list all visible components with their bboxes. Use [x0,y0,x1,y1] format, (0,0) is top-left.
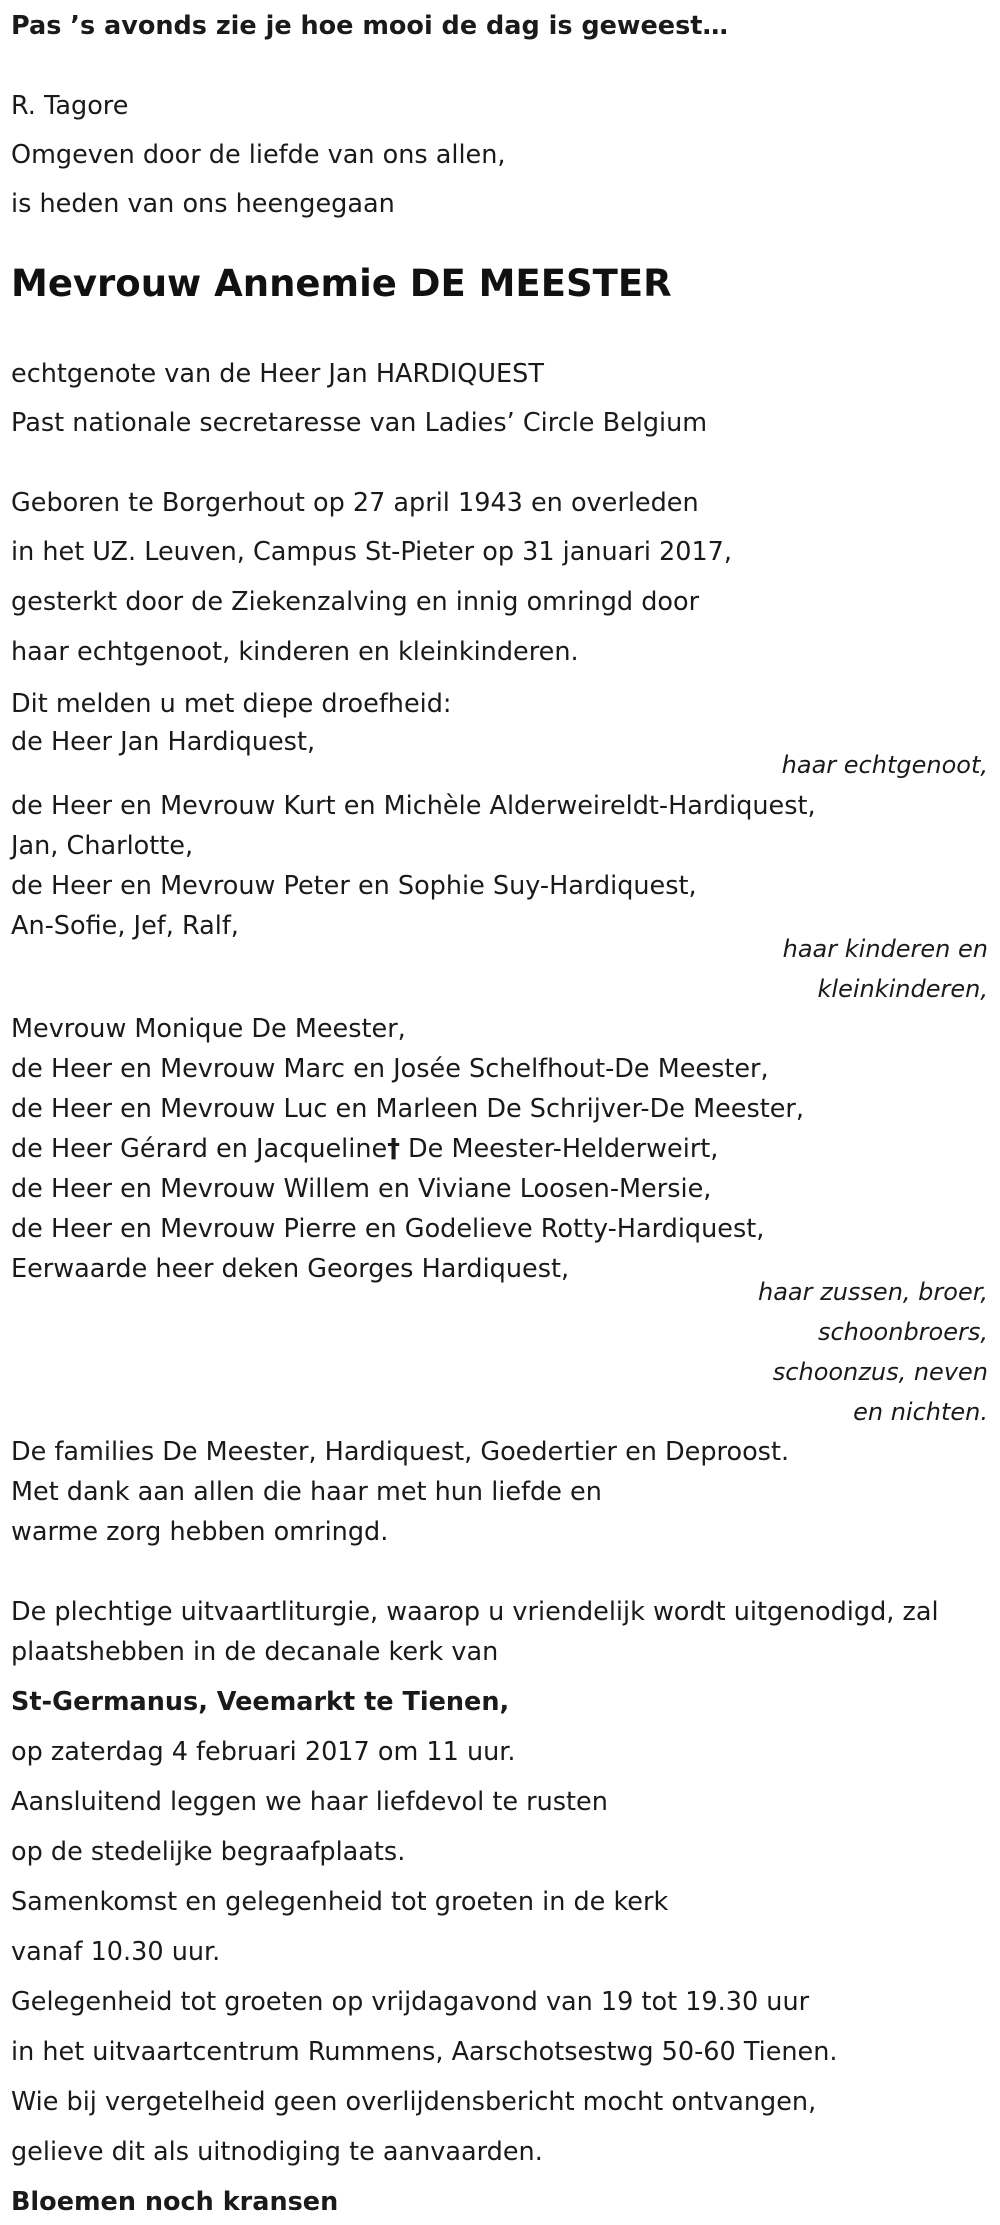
siblings-role: schoonzus, neven [772,1358,988,1386]
family-sibling-line-gerard [11,1133,718,1165]
family-sibling-line: Eerwaarde heer deken Georges Hardiquest, [11,1254,570,1284]
funeral-detail-line: in het uitvaartcentrum Rummens, Aarschotsestwg 50-60 Tienen. [11,2037,838,2067]
family-sibling-line: de Heer en Mevrouw Luc en Marleen De Schrijver-De Meester, [11,1094,805,1124]
announcement: Dit melden u met diepe droefheid: [11,689,452,719]
families-line: De families De Meester, Hardiquest, Goedertier en Deproost. [11,1437,790,1467]
deceased-name: Mevrouw Annemie DE MEESTER [11,262,672,305]
family-spouse: de Heer Jan Hardiquest, [11,727,316,757]
thanks-line: warme zorg hebben omringd. [11,1517,389,1547]
family-child-line: Jan, Charlotte, [11,831,194,861]
sibling-gerard-name: de Heer Gérard en Jacqueline [11,1134,388,1164]
intro-line: is heden van ons heengegaan [11,189,395,219]
family-sibling-line: de Heer en Mevrouw Marc en Josée Schelfhout-De Meester, [11,1054,769,1084]
birth-death-line: haar echtgenoot, kinderen en kleinkinderen. [11,637,579,667]
spouse-role: haar echtgenoot, [781,751,988,779]
funeral-detail-line: Samenkomst en gelegenheid tot groeten in de kerk [11,1887,669,1917]
spouse-line: echtgenote van de Heer Jan HARDIQUEST [11,359,544,389]
children-role: kleinkinderen, [817,975,988,1003]
family-child-line: An-Sofie, Jef, Ralf, [11,911,239,941]
title-line: Past nationale secretaresse van Ladies’ Circle Belgium [11,408,708,438]
funeral-intro-line: plaatshebben in de decanale kerk van [11,1637,499,1667]
children-role: haar kinderen en [782,935,988,963]
funeral-intro-line: De plechtige uitvaartliturgie, waarop u vriendelijk wordt uitgenodigd, zal [11,1597,939,1627]
family-child-line: de Heer en Mevrouw Kurt en Michèle Alderweireldt-Hardiquest, [11,791,816,821]
siblings-role: schoonbroers, [817,1318,988,1346]
birth-death-line: gesterkt door de Ziekenzalving en innig omringd door [11,587,700,617]
family-sibling-line: de Heer en Mevrouw Pierre en Godelieve Rotty-Hardiquest, [11,1214,765,1244]
funeral-detail-line: Aansluitend leggen we haar liefdevol te rusten [11,1787,608,1817]
quote-author: R. Tagore [11,91,129,121]
closing-note: Bloemen noch kransen [11,2187,339,2217]
family-child-line: de Heer en Mevrouw Peter en Sophie Suy-Hardiquest, [11,871,697,901]
family-sibling-line: de Heer en Mevrouw Willem en Viviane Loosen-Mersie, [11,1174,712,1204]
church-name: St-Germanus, Veemarkt te Tienen, [11,1687,510,1717]
deceased-cross-icon: † [387,1134,400,1164]
funeral-detail-line: op zaterdag 4 februari 2017 om 11 uur. [11,1737,516,1767]
funeral-detail-line: Wie bij vergetelheid geen overlijdensbericht mocht ontvangen, [11,2087,817,2117]
intro-line: Omgeven door de liefde van ons allen, [11,140,506,170]
funeral-detail-line: op de stedelijke begraafplaats. [11,1837,406,1867]
funeral-detail-line: vanaf 10.30 uur. [11,1937,221,1967]
family-sibling-line: Mevrouw Monique De Meester, [11,1014,406,1044]
funeral-detail-line: Gelegenheid tot groeten op vrijdagavond van 19 tot 19.30 uur [11,1987,810,2017]
opening-quote: Pas ’s avonds zie je hoe mooi de dag is geweest… [11,11,728,41]
birth-death-line: in het UZ. Leuven, Campus St-Pieter op 31 januari 2017, [11,537,733,567]
sibling-gerard-suffix: De Meester-Helderweirt, [399,1134,719,1164]
thanks-line: Met dank aan allen die haar met hun liefde en [11,1477,602,1507]
siblings-role: haar zussen, broer, [757,1278,988,1306]
siblings-role: en nichten. [853,1398,988,1426]
birth-death-line: Geboren te Borgerhout op 27 april 1943 en overleden [11,488,699,518]
funeral-detail-line: gelieve dit als uitnodiging te aanvaarden. [11,2137,543,2167]
